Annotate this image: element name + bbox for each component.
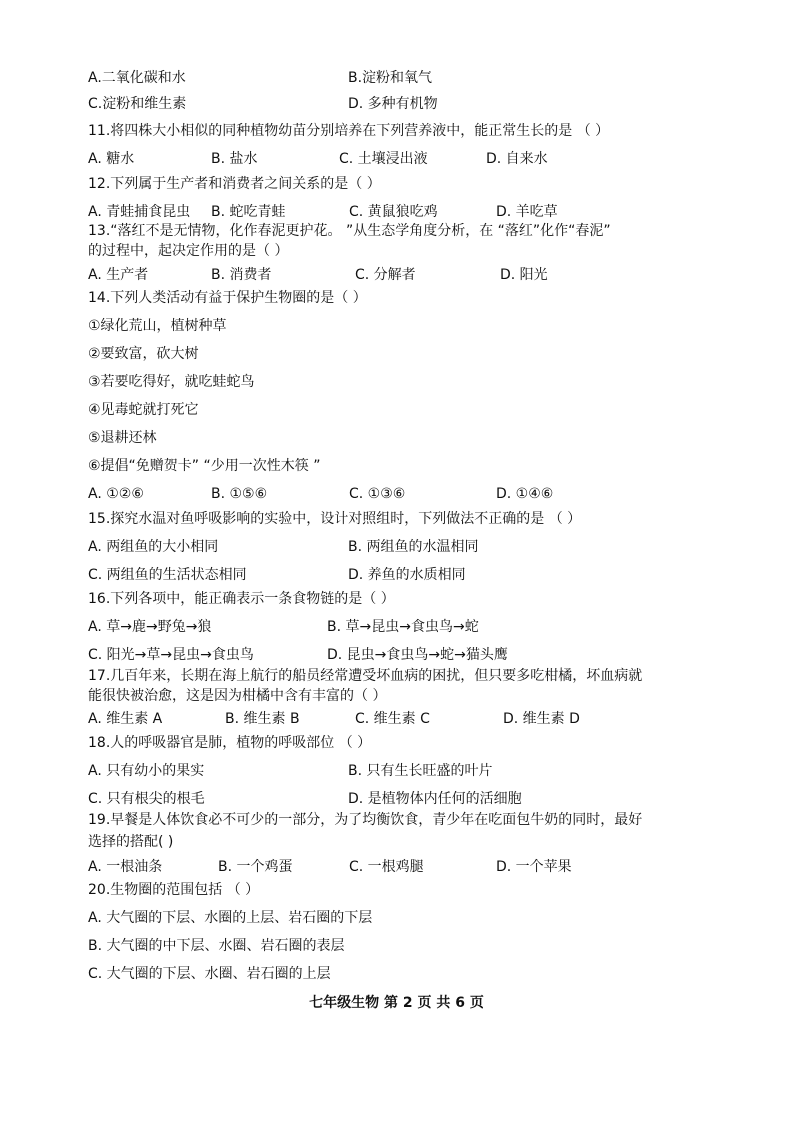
q18-option-c: C. 只有根尖的根毛	[88, 791, 205, 807]
q13-option-b: B. 消费者	[211, 267, 272, 283]
q12-option-a: A. 青蛙捕食昆虫	[88, 204, 191, 220]
q14-item-2: ②要致富，砍大树	[88, 346, 199, 362]
q19-stem-line1: 19.早餐是人体饮食必不可少的一部分，为了均衡饮食，青少年在吃面包牛奶的同时，最好	[88, 812, 643, 828]
q16-stem: 16.下列各项中，能正确表示一条食物链的是（ ）	[88, 591, 395, 607]
q11-option-d: D. 自来水	[486, 151, 548, 167]
q19-option-a: A. 一根油条	[88, 859, 163, 875]
q11-option-a: A. 糖水	[88, 151, 135, 167]
q20-option-b: B. 大气圈的中下层、水圈、岩石圈的表层	[88, 938, 345, 954]
q12-option-c: C. 黄鼠狼吃鸡	[349, 204, 438, 220]
q16-option-a: A. 草→鹿→野兔→狼	[88, 619, 212, 635]
q18-option-b: B. 只有生长旺盛的叶片	[348, 763, 493, 779]
q20-stem: 20.生物圈的范围包括 （ ）	[88, 882, 260, 898]
q17-option-d: D. 维生素 D	[503, 711, 580, 727]
q19-option-b: B. 一个鸡蛋	[218, 859, 293, 875]
q14-item-5: ⑤退耕还林	[88, 430, 157, 446]
q12-option-b: B. 蛇吃青蛙	[211, 204, 286, 220]
q14-item-1: ①绿化荒山，植树种草	[88, 318, 227, 334]
q10-option-c: C.淀粉和维生素	[88, 96, 187, 112]
q13-stem-line1: 13.“落红不是无情物，化作春泥更护花。 ”从生态学角度分析，在 “落红”化作“春泥”	[88, 223, 611, 239]
q16-option-b: B. 草→昆虫→食虫鸟→蛇	[327, 619, 479, 635]
q10-option-b: B.淀粉和氧气	[348, 70, 433, 86]
q17-option-b: B. 维生素 B	[225, 711, 300, 727]
q11-option-c: C. 土壤浸出液	[339, 151, 428, 167]
q11-option-b: B. 盐水	[211, 151, 258, 167]
q20-option-a: A. 大气圈的下层、水圈的上层、岩石圈的下层	[88, 910, 373, 926]
q19-option-d: D. 一个苹果	[496, 859, 572, 875]
q17-stem-line1: 17.几百年来，长期在海上航行的船员经常遭受坏血病的困扰，但只要多吃柑橘，坏血病就	[88, 668, 643, 684]
q19-stem-line2: 选择的搭配( )	[88, 834, 174, 850]
page-footer: 七年级生物 第 2 页 共 6 页	[309, 995, 484, 1011]
q15-stem: 15.探究水温对鱼呼吸影响的实验中，设计对照组时，下列做法不正确的是 （ ）	[88, 511, 582, 527]
q14-stem: 14.下列人类活动有益于保护生物圈的是（ ）	[88, 290, 367, 306]
q11-stem: 11.将四株大小相似的同种植物幼苗分别培养在下列营养液中，能正常生长的是 （ ）	[88, 123, 610, 139]
q17-option-c: C. 维生素 C	[355, 711, 430, 727]
q18-option-a: A. 只有幼小的果实	[88, 763, 205, 779]
q14-item-6: ⑥提倡“免赠贺卡” “少用一次性木筷 ”	[88, 458, 321, 474]
q10-option-a: A.二氧化碳和水	[88, 70, 186, 86]
q16-option-d: D. 昆虫→食虫鸟→蛇→猫头鹰	[327, 647, 508, 663]
q20-option-c: C. 大气圈的下层、水圈、岩石圈的上层	[88, 966, 331, 982]
q19-option-c: C. 一根鸡腿	[349, 859, 424, 875]
q15-option-c: C. 两组鱼的生活状态相同	[88, 567, 247, 583]
q13-option-a: A. 生产者	[88, 267, 149, 283]
q12-option-d: D. 羊吃草	[496, 204, 558, 220]
q15-option-b: B. 两组鱼的水温相同	[348, 539, 479, 555]
q13-option-d: D. 阳光	[500, 267, 548, 283]
q15-option-d: D. 养鱼的水质相同	[348, 567, 466, 583]
q14-item-4: ④见毒蛇就打死它	[88, 402, 199, 418]
q17-option-a: A. 维生素 A	[88, 711, 163, 727]
q18-option-d: D. 是植物体内任何的活细胞	[348, 791, 522, 807]
q14-option-a: A. ①②⑥	[88, 486, 144, 502]
q18-stem: 18.人的呼吸器官是肺，植物的呼吸部位 （ ）	[88, 735, 372, 751]
q14-option-d: D. ①④⑥	[496, 486, 554, 502]
q17-stem-line2: 能很快被治愈，这是因为柑橘中含有丰富的（ ）	[88, 688, 387, 704]
q12-stem: 12.下列属于生产者和消费者之间关系的是（ ）	[88, 176, 381, 192]
q16-option-c: C. 阳光→草→昆虫→食虫鸟	[88, 647, 254, 663]
q10-option-d: D. 多种有机物	[348, 96, 438, 112]
q13-option-c: C. 分解者	[355, 267, 416, 283]
q14-option-b: B. ①⑤⑥	[211, 486, 268, 502]
q14-option-c: C. ①③⑥	[349, 486, 406, 502]
q13-stem-line2: 的过程中，起决定作用的是（ ）	[88, 243, 289, 259]
q15-option-a: A. 两组鱼的大小相同	[88, 539, 219, 555]
q14-item-3: ③若要吃得好，就吃蛙蛇鸟	[88, 374, 255, 390]
